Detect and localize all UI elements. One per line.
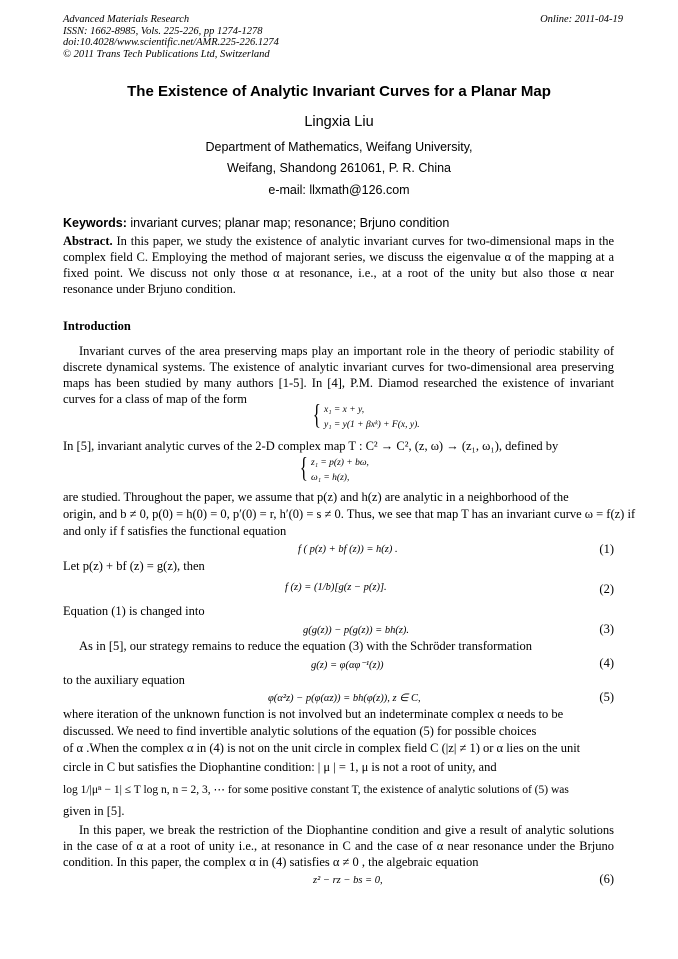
intro-paragraph-1: Invariant curves of the area preserving maps play an important role in the theory of periodic stability of discrete dynamical systems. The existence of analytic invariant curves for two-dimensional area preserving maps has been studied by many authors [1-5]. In [4], P.M. Diamod researched the existence of invariant curves for a class of map of the form bbox=[63, 344, 614, 406]
auxiliary-line: to the auxiliary equation bbox=[63, 673, 185, 687]
section-heading-introduction: Introduction bbox=[63, 319, 131, 333]
let-line: Let p(z) + bf (z) = g(z), then bbox=[63, 559, 205, 573]
intro-paragraph-5: In this paper, we break the restriction of the Diophantine condition and give a result of analytic solutions in the case of α at a root of unity i.e., at resonance in C and the case of α near resonance under the Brjuno condition. In this paper, the complex α in (4) satisfies α ≠ 0 , the algebraic equation bbox=[63, 823, 614, 869]
copyright-line: © 2011 Trans Tech Publications Ltd, Switzerland bbox=[63, 48, 270, 60]
author-name: Lingxia Liu bbox=[304, 114, 374, 130]
intro-paragraph-2: In [5], invariant analytic curves of the 2-D complex map T : C² → C², (z, ω) → (z₁, ω₁), defined by bbox=[63, 439, 559, 453]
keywords-text: invariant curves; planar map; resonance; Brjuno condition bbox=[126, 216, 450, 230]
keywords bbox=[63, 216, 449, 230]
equation-2-number: (2) bbox=[599, 582, 614, 596]
doi-line: doi:10.4028/www.scientific.net/AMR.225-226.1274 bbox=[63, 37, 279, 48]
intro-paragraph-4-line-3: of α .When the complex α in (4) is not on the unit circle in complex field C (|z| ≠ 1) or α lies on the unit bbox=[63, 741, 581, 755]
intro-paragraph-3-line-1: are studied. Throughout the paper, we assume that p(z) and h(z) are analytic in a neighborhood of the bbox=[63, 490, 569, 504]
equation-4: g(z) = φ(αφ⁻¹(z)) bbox=[311, 660, 384, 671]
online-date: Online: 2011-04-19 bbox=[540, 14, 623, 25]
equation-3: g(g(z)) − p(g(z)) = bh(z). bbox=[303, 625, 410, 636]
equation-1-number: (1) bbox=[599, 542, 614, 556]
map2-equation-2: ω₁ = h(z), bbox=[311, 473, 350, 483]
equation-5: φ(α²z) − p(φ(αz)) = bh(φ(z)), z ∈ C, bbox=[268, 693, 421, 704]
intro-paragraph-3-line-3: and only if f satisfies the functional equation bbox=[63, 524, 287, 538]
changed-line: Equation (1) is changed into bbox=[63, 604, 205, 618]
abstract-text: In this paper, we study the existence of analytic invariant curves for two-dimensional maps in the complex field C. Employing the method of majorant series, we discuss the eigenvalue α of the mapping at a fixed point. We discuss not only those α at resonance, i.e., at a root of the unity but also those α near resonance under Brjuno condition. bbox=[63, 234, 614, 296]
abstract-label: Abstract. bbox=[63, 234, 113, 248]
intro-paragraph-4-line-4: circle in C but satisfies the Diophantine condition: | μ | = 1, μ is not a root of unity, and bbox=[63, 760, 497, 774]
intro-paragraph-3-line-2: origin, and b ≠ 0, p(0) = h(0) = 0, p′(0) = r, h′(0) = s ≠ 0. Thus, we see that map T has an invariant curve ω = f(z) if bbox=[63, 507, 636, 521]
map2-equation-1: z₁ = p(z) + bω, bbox=[311, 458, 369, 468]
map1-equation-2: y₁ = y(1 + βxᵏ) + F(x, y). bbox=[324, 420, 420, 430]
keywords-label: Keywords: bbox=[63, 216, 127, 230]
affiliation-line-1: Department of Mathematics, Weifang University, bbox=[205, 140, 473, 154]
equation-2: f (z) = (1/b)[g(z − p(z)]. bbox=[285, 582, 387, 593]
intro-paragraph-4-line-1: where iteration of the unknown function is not involved but an indeterminate complex α needs to be bbox=[63, 707, 564, 721]
journal-header bbox=[63, 14, 623, 60]
intro-paragraph-4-line-6: given in [5]. bbox=[63, 804, 125, 818]
equation-1: f ( p(z) + bf (z)) = h(z) . bbox=[298, 544, 398, 555]
system-brace: { bbox=[299, 453, 308, 484]
equation-4-number: (4) bbox=[599, 656, 614, 670]
equation-5-number: (5) bbox=[599, 690, 614, 704]
intro-paragraph-4-line-5: log 1/|μⁿ − 1| ≤ T log n, n = 2, 3, ⋯ for some positive constant T, the existence of analytic solutions of (5) was bbox=[63, 784, 569, 796]
map1-equation-1: x₁ = x + y, bbox=[324, 405, 365, 415]
equation-6-number: (6) bbox=[599, 872, 614, 886]
system-brace: { bbox=[312, 400, 321, 431]
journal-name: Advanced Materials Research bbox=[63, 14, 190, 25]
equation-6: z² − rz − bs = 0, bbox=[313, 875, 383, 886]
intro-paragraph-4-line-2: discussed. We need to find invertible analytic solutions of the equation (5) for possible choices bbox=[63, 724, 537, 738]
issn-line: ISSN: 1662-8985, Vols. 225-226, pp 1274-1278 bbox=[63, 25, 263, 37]
equation-3-number: (3) bbox=[599, 622, 614, 636]
strategy-line: As in [5], our strategy remains to reduce the equation (3) with the Schröder transformation bbox=[79, 639, 532, 653]
affiliation-line-2: Weifang, Shandong 261061, P. R. China bbox=[226, 161, 451, 175]
paper-title: The Existence of Analytic Invariant Curves for a Planar Map bbox=[127, 83, 551, 100]
abstract bbox=[63, 233, 614, 297]
author-email: e-mail: llxmath@126.com bbox=[268, 183, 410, 197]
